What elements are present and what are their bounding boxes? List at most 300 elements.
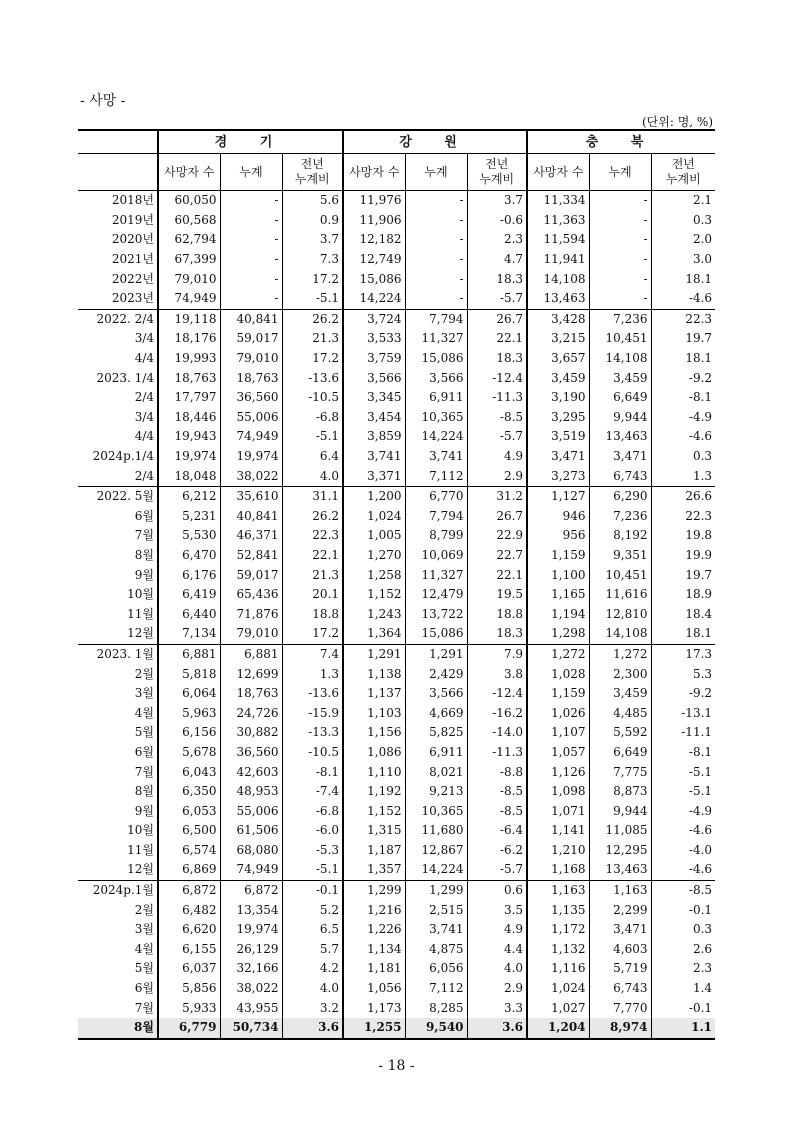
data-cell: 10,365: [405, 801, 467, 821]
data-cell: 1,172: [527, 920, 589, 940]
region-header: 강 원: [343, 130, 527, 154]
row-label: 6월: [134, 744, 154, 759]
data-cell: 1,103: [343, 703, 405, 723]
data-cell: 3,273: [527, 466, 589, 486]
header-corner: [78, 130, 158, 154]
data-cell: -8.5: [467, 408, 527, 428]
table-row: [78, 466, 715, 486]
data-cell: 13,463: [589, 427, 651, 447]
data-cell: 3,471: [589, 447, 651, 467]
data-cell: -: [405, 250, 467, 270]
data-cell: -14.0: [467, 723, 527, 743]
data-cell: -: [589, 230, 651, 250]
data-cell: 6,156: [158, 723, 220, 743]
data-cell: 11,906: [343, 211, 405, 231]
table-row: [78, 191, 715, 211]
data-cell: 6.4: [282, 447, 343, 467]
data-cell: 1,086: [343, 743, 405, 763]
data-cell: -6.4: [467, 821, 527, 841]
row-label: 10월: [127, 587, 154, 602]
data-cell: -5.1: [282, 860, 343, 880]
data-cell: 3,471: [589, 920, 651, 940]
data-cell: 3,759: [343, 349, 405, 369]
data-cell: 74,949: [158, 289, 220, 309]
data-cell: 10,451: [589, 565, 651, 585]
data-cell: -8.5: [467, 782, 527, 802]
data-cell: -5.1: [651, 762, 715, 782]
data-cell: 6,779: [158, 1018, 220, 1039]
data-cell: 11,941: [527, 250, 589, 270]
table-row: [78, 211, 715, 231]
data-cell: 6,053: [158, 801, 220, 821]
data-cell: 1,204: [527, 1018, 589, 1039]
data-cell: 6,482: [158, 900, 220, 920]
data-cell: 6,881: [220, 644, 282, 664]
data-cell: 17.2: [282, 269, 343, 289]
row-label: 2023년: [111, 291, 154, 306]
data-cell: 18.3: [467, 624, 527, 644]
data-cell: 12,295: [589, 841, 651, 861]
data-cell: 19.7: [651, 329, 715, 349]
row-label: 2021년: [111, 252, 154, 267]
table-row: [78, 959, 715, 979]
data-cell: 3.2: [282, 998, 343, 1018]
data-cell: -13.6: [282, 368, 343, 388]
table-row: [78, 269, 715, 289]
table-row: [78, 368, 715, 388]
data-cell: 6,620: [158, 920, 220, 940]
data-cell: 21.3: [282, 329, 343, 349]
table-row: [78, 782, 715, 802]
table-row: [78, 565, 715, 585]
data-cell: 1,026: [527, 703, 589, 723]
data-cell: -: [220, 289, 282, 309]
data-cell: -: [220, 211, 282, 231]
data-cell: -0.6: [467, 211, 527, 231]
data-cell: 1,364: [343, 624, 405, 644]
data-cell: 3,471: [527, 447, 589, 467]
unit-note: (단위: 명, %): [641, 115, 713, 129]
data-cell: 0.3: [651, 211, 715, 231]
data-cell: 4.2: [282, 959, 343, 979]
data-cell: 4,669: [405, 703, 467, 723]
data-cell: -: [589, 289, 651, 309]
data-cell: 5.2: [282, 900, 343, 920]
data-cell: 1,110: [343, 762, 405, 782]
data-cell: -5.3: [282, 841, 343, 861]
data-cell: 3,566: [405, 368, 467, 388]
data-cell: 1.4: [651, 979, 715, 999]
table-row: [78, 250, 715, 270]
data-cell: 19.5: [467, 585, 527, 605]
table-row: [78, 1018, 715, 1039]
data-cell: 79,010: [158, 269, 220, 289]
data-cell: -12.4: [467, 684, 527, 704]
row-label: 4/4: [134, 429, 154, 444]
data-cell: 6,037: [158, 959, 220, 979]
data-cell: 42,603: [220, 762, 282, 782]
data-cell: 1,192: [343, 782, 405, 802]
data-cell: 40,841: [220, 507, 282, 527]
table-row: [78, 546, 715, 566]
data-cell: -10.5: [282, 388, 343, 408]
data-cell: -6.2: [467, 841, 527, 861]
data-cell: -8.5: [651, 880, 715, 900]
data-cell: 55,006: [220, 408, 282, 428]
data-cell: 1,107: [527, 723, 589, 743]
data-cell: 1,163: [589, 880, 651, 900]
data-cell: 0.6: [467, 880, 527, 900]
data-cell: 11,334: [527, 191, 589, 211]
data-cell: 19,993: [158, 349, 220, 369]
row-label: 2019년: [111, 212, 154, 227]
region-header: 경 기: [158, 130, 343, 154]
data-cell: 1,291: [343, 644, 405, 664]
data-cell: 5,592: [589, 723, 651, 743]
data-cell: 22.1: [467, 565, 527, 585]
data-cell: -13.1: [651, 703, 715, 723]
data-cell: 1,357: [343, 860, 405, 880]
data-cell: 22.1: [282, 546, 343, 566]
data-cell: 1,159: [527, 546, 589, 566]
data-cell: 21.3: [282, 565, 343, 585]
data-cell: 6,911: [405, 388, 467, 408]
row-label: 12월: [127, 862, 154, 877]
data-cell: 6,872: [158, 880, 220, 900]
row-label: 3/4: [134, 409, 154, 424]
data-cell: -: [589, 191, 651, 211]
data-cell: 1,299: [405, 880, 467, 900]
data-cell: 1,194: [527, 604, 589, 624]
data-cell: -5.7: [467, 860, 527, 880]
data-cell: 1,200: [343, 486, 405, 506]
data-cell: 26.2: [282, 507, 343, 527]
data-cell: 12,479: [405, 585, 467, 605]
data-cell: 8,974: [589, 1018, 651, 1039]
data-cell: 4.0: [467, 959, 527, 979]
data-cell: 18,048: [158, 466, 220, 486]
data-cell: -11.3: [467, 388, 527, 408]
data-cell: -10.5: [282, 743, 343, 763]
data-cell: 12,749: [343, 250, 405, 270]
data-cell: 40,841: [220, 309, 282, 329]
row-label: 2023. 1/4: [96, 370, 154, 385]
data-cell: 4.4: [467, 940, 527, 960]
data-cell: -8.8: [467, 762, 527, 782]
data-cell: -: [589, 211, 651, 231]
data-cell: 14,108: [589, 624, 651, 644]
data-cell: 74,949: [220, 860, 282, 880]
data-cell: 13,463: [527, 289, 589, 309]
table-row: [78, 486, 715, 506]
data-cell: 5,856: [158, 979, 220, 999]
row-label: 3월: [134, 686, 154, 701]
row-label: 2024p.1/4: [92, 449, 154, 464]
data-cell: 3.6: [282, 1018, 343, 1039]
data-cell: 1.1: [651, 1018, 715, 1039]
data-cell: 6,649: [589, 743, 651, 763]
data-cell: 4.9: [467, 447, 527, 467]
column-header: 누계: [220, 154, 282, 191]
data-cell: 3,345: [343, 388, 405, 408]
column-header: 누계: [589, 154, 651, 191]
data-cell: 1,298: [527, 624, 589, 644]
data-cell: 26.7: [467, 309, 527, 329]
data-cell: 71,876: [220, 604, 282, 624]
row-label: 2020년: [111, 232, 154, 247]
data-cell: 26.6: [651, 486, 715, 506]
data-cell: 1,028: [527, 664, 589, 684]
data-cell: -4.6: [651, 860, 715, 880]
data-cell: 22.7: [467, 546, 527, 566]
data-cell: 18,763: [158, 368, 220, 388]
data-cell: 2,300: [589, 664, 651, 684]
data-cell: 1,056: [343, 979, 405, 999]
data-cell: -: [405, 191, 467, 211]
table-row: [78, 526, 715, 546]
data-cell: 79,010: [220, 349, 282, 369]
data-cell: 3,371: [343, 466, 405, 486]
region-header-row: [78, 130, 715, 154]
data-cell: 18.3: [467, 269, 527, 289]
table-row: [78, 585, 715, 605]
data-cell: 1,024: [527, 979, 589, 999]
row-label: 2024p.1월: [78, 880, 158, 900]
data-cell: 18,446: [158, 408, 220, 428]
data-cell: 5.7: [282, 940, 343, 960]
data-cell: -: [220, 269, 282, 289]
data-cell: 65,436: [220, 585, 282, 605]
data-cell: 1,152: [343, 801, 405, 821]
row-label: 6월: [134, 508, 154, 523]
data-cell: 5.6: [282, 191, 343, 211]
data-cell: 6,470: [158, 546, 220, 566]
data-cell: 26,129: [220, 940, 282, 960]
data-cell: 5,719: [589, 959, 651, 979]
table-row: [78, 743, 715, 763]
data-cell: 6,872: [220, 880, 282, 900]
table-row: [78, 801, 715, 821]
data-cell: 3.7: [467, 191, 527, 211]
data-cell: 5,530: [158, 526, 220, 546]
data-cell: 5,678: [158, 743, 220, 763]
data-cell: 1,156: [343, 723, 405, 743]
data-cell: -13.6: [282, 684, 343, 704]
data-cell: 14,224: [405, 427, 467, 447]
data-cell: 67,399: [158, 250, 220, 270]
row-label: 3월: [134, 922, 154, 937]
data-cell: 59,017: [220, 329, 282, 349]
data-cell: 50,734: [220, 1018, 282, 1039]
data-cell: 1,216: [343, 900, 405, 920]
data-cell: 6,500: [158, 821, 220, 841]
data-cell: 59,017: [220, 565, 282, 585]
data-cell: 14,224: [405, 860, 467, 880]
data-cell: 4.0: [282, 979, 343, 999]
data-cell: 1,226: [343, 920, 405, 940]
data-cell: 1,135: [527, 900, 589, 920]
data-cell: 32,166: [220, 959, 282, 979]
column-header: 전년 누계비: [651, 154, 715, 191]
data-cell: 6,743: [589, 466, 651, 486]
row-label: 2022. 2/4: [78, 309, 158, 329]
data-cell: 1,100: [527, 565, 589, 585]
row-label: 2월: [134, 902, 154, 917]
data-cell: 6,290: [589, 486, 651, 506]
data-cell: 22.1: [467, 329, 527, 349]
data-cell: 18,176: [158, 329, 220, 349]
data-cell: -4.9: [651, 801, 715, 821]
data-cell: 3,566: [343, 368, 405, 388]
table-row: [78, 920, 715, 940]
data-cell: 26.2: [282, 309, 343, 329]
data-cell: 6,176: [158, 565, 220, 585]
data-cell: 1,299: [343, 880, 405, 900]
table-row: [78, 998, 715, 1018]
data-cell: 1,027: [527, 998, 589, 1018]
data-cell: 1,255: [343, 1018, 405, 1039]
data-cell: 9,540: [405, 1018, 467, 1039]
data-cell: 2,299: [589, 900, 651, 920]
data-cell: 3,454: [343, 408, 405, 428]
data-cell: -: [589, 250, 651, 270]
data-cell: 1.3: [651, 466, 715, 486]
column-header: 전년 누계비: [467, 154, 527, 191]
data-cell: -5.7: [467, 289, 527, 309]
data-cell: 6,212: [158, 486, 220, 506]
row-label: 10월: [127, 823, 154, 838]
data-cell: 3,533: [343, 329, 405, 349]
table-row: [78, 860, 715, 880]
data-cell: 3.6: [467, 1018, 527, 1039]
data-cell: -7.4: [282, 782, 343, 802]
data-cell: 7,134: [158, 624, 220, 644]
data-cell: 946: [527, 507, 589, 527]
data-cell: 35,610: [220, 486, 282, 506]
table-row: [78, 880, 715, 900]
data-cell: 11,327: [405, 329, 467, 349]
data-cell: 3,741: [405, 447, 467, 467]
data-cell: 60,568: [158, 211, 220, 231]
data-cell: 3,459: [589, 684, 651, 704]
data-cell: 7,775: [589, 762, 651, 782]
data-cell: 13,722: [405, 604, 467, 624]
data-cell: -5.7: [467, 427, 527, 447]
data-cell: 31.2: [467, 486, 527, 506]
data-cell: 68,080: [220, 841, 282, 861]
data-cell: 19,943: [158, 427, 220, 447]
data-cell: 7.9: [467, 644, 527, 664]
data-cell: 8,021: [405, 762, 467, 782]
data-cell: 3.8: [467, 664, 527, 684]
table-row: [78, 979, 715, 999]
data-cell: -0.1: [651, 900, 715, 920]
data-cell: 18.9: [651, 585, 715, 605]
data-cell: 30,882: [220, 723, 282, 743]
table-row: [78, 408, 715, 428]
data-cell: 7,770: [589, 998, 651, 1018]
section-title: - 사망 -: [80, 93, 126, 109]
data-cell: 24,726: [220, 703, 282, 723]
data-cell: 17.3: [651, 644, 715, 664]
data-cell: 36,560: [220, 743, 282, 763]
data-cell: 8,192: [589, 526, 651, 546]
data-cell: 1,126: [527, 762, 589, 782]
row-label: 2/4: [134, 390, 154, 405]
table-row: [78, 604, 715, 624]
data-cell: 3,295: [527, 408, 589, 428]
table-row: [78, 723, 715, 743]
data-cell: 18.4: [651, 604, 715, 624]
data-cell: 19,974: [158, 447, 220, 467]
table-row: [78, 309, 715, 329]
data-cell: -: [220, 250, 282, 270]
data-cell: -0.1: [282, 880, 343, 900]
table-body: [78, 191, 715, 1039]
data-cell: 5.3: [651, 664, 715, 684]
data-cell: 12,810: [589, 604, 651, 624]
data-cell: 22.3: [282, 526, 343, 546]
data-cell: 11,363: [527, 211, 589, 231]
data-cell: 19.8: [651, 526, 715, 546]
row-label: 3/4: [134, 331, 154, 346]
data-cell: 1,173: [343, 998, 405, 1018]
data-cell: 46,371: [220, 526, 282, 546]
data-cell: 7,794: [405, 507, 467, 527]
data-cell: -11.1: [651, 723, 715, 743]
data-cell: 1,137: [343, 684, 405, 704]
data-cell: -8.1: [651, 743, 715, 763]
header-corner: [78, 154, 158, 191]
data-cell: 18.3: [467, 349, 527, 369]
row-label: 2018년: [78, 191, 158, 211]
table-row: [78, 644, 715, 664]
data-cell: 1,270: [343, 546, 405, 566]
data-cell: 11,616: [589, 585, 651, 605]
data-cell: 11,680: [405, 821, 467, 841]
data-cell: 1,116: [527, 959, 589, 979]
row-label: 5월: [134, 725, 154, 740]
row-label: 7월: [134, 1000, 154, 1015]
data-cell: 9,944: [589, 408, 651, 428]
data-cell: -4.0: [651, 841, 715, 861]
row-label: 2022년: [111, 271, 154, 286]
data-cell: 6,043: [158, 762, 220, 782]
data-cell: 79,010: [220, 624, 282, 644]
data-cell: 3,459: [527, 368, 589, 388]
data-cell: 55,006: [220, 801, 282, 821]
data-cell: 5,963: [158, 703, 220, 723]
data-cell: 15,086: [405, 349, 467, 369]
row-label: 5월: [134, 961, 154, 976]
data-cell: 19,974: [220, 920, 282, 940]
data-cell: 13,463: [589, 860, 651, 880]
data-cell: 3.7: [282, 230, 343, 250]
data-cell: 5,231: [158, 507, 220, 527]
data-cell: 2.9: [467, 466, 527, 486]
data-cell: -9.2: [651, 368, 715, 388]
data-cell: 12,182: [343, 230, 405, 250]
data-cell: 36,560: [220, 388, 282, 408]
data-cell: 1,159: [527, 684, 589, 704]
data-cell: 7,236: [589, 309, 651, 329]
data-cell: 4.7: [467, 250, 527, 270]
data-cell: 4,603: [589, 940, 651, 960]
data-cell: 18.1: [651, 349, 715, 369]
row-label: 4월: [134, 941, 154, 956]
data-cell: 14,224: [343, 289, 405, 309]
data-cell: 0.9: [282, 211, 343, 231]
